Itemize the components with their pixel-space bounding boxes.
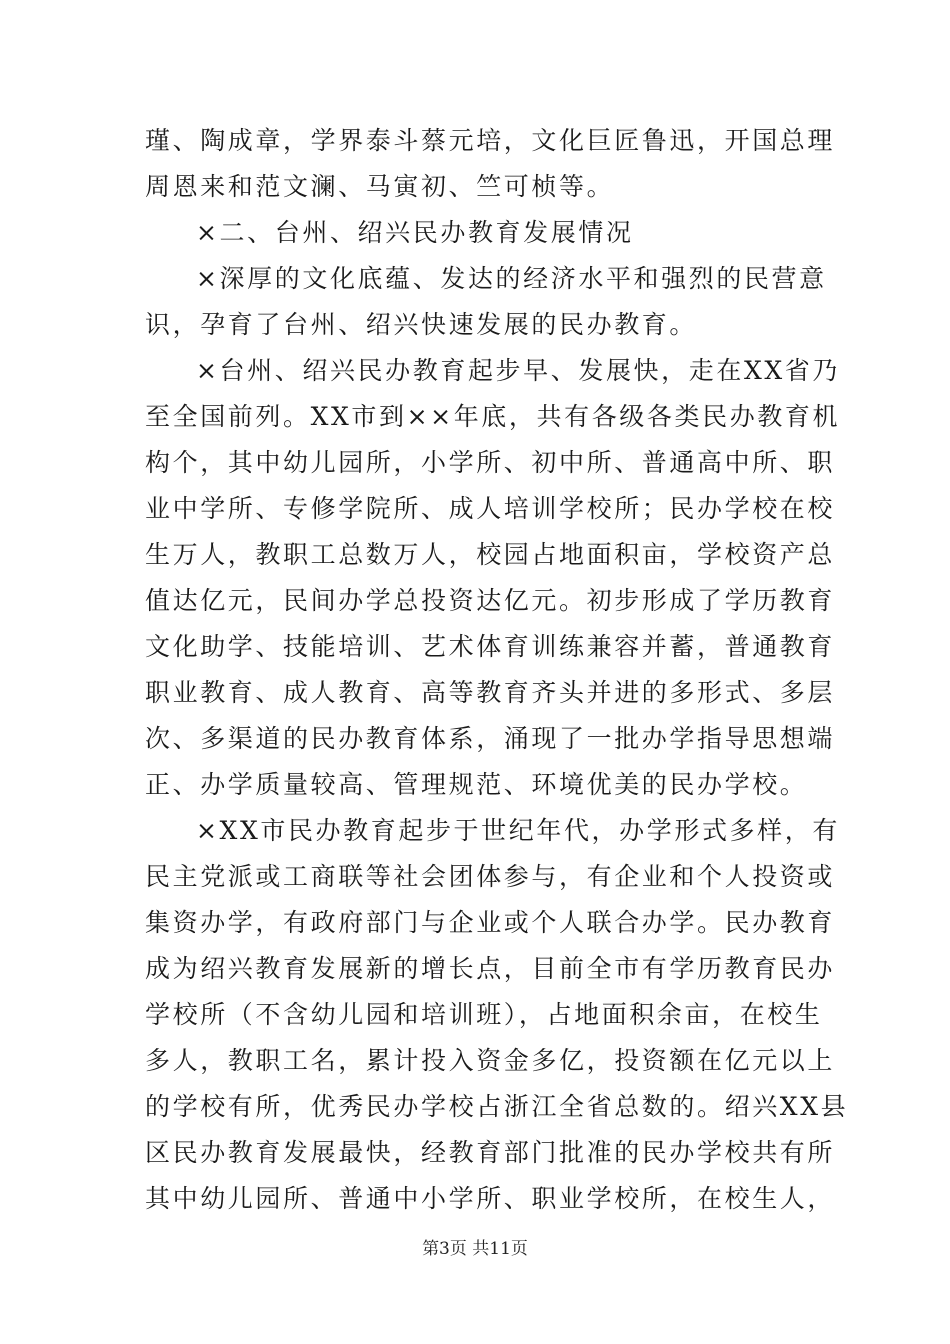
text-line: 识，孕育了台州、绍兴快速发展的民办教育。 xyxy=(145,310,698,339)
text-line: 成为绍兴教育发展新的增长点，目前全市有学历教育民办 xyxy=(145,954,836,983)
text-line: 次、多渠道的民办教育体系，涌现了一批办学指导思想端 xyxy=(145,724,836,753)
text-line: 学校所（不含幼儿园和培训班），占地面积余亩，在校生 xyxy=(145,1000,823,1029)
text-line: ×台州、绍兴民办教育起步早、发展快，走在XX省乃 xyxy=(196,356,840,385)
text-line: 的学校有所，优秀民办学校占浙江全省总数的。绍兴XX县 xyxy=(145,1092,849,1121)
text-line: 其中幼儿园所、普通中小学所、职业学校所，在校生人， xyxy=(145,1184,836,1213)
text-line: 正、办学质量较高、管理规范、环境优美的民办学校。 xyxy=(145,770,808,799)
text-line: 区民办教育发展最快，经教育部门批准的民办学校共有所 xyxy=(145,1138,836,1167)
text-line: 瑾、陶成章，学界泰斗蔡元培，文化巨匠鲁迅，开国总理 xyxy=(145,126,836,155)
text-line: 生万人，教职工总数万人，校园占地面积亩，学校资产总 xyxy=(145,540,836,569)
text-line: ×深厚的文化底蕴、发达的经济水平和强烈的民营意 xyxy=(196,264,827,293)
text-line: 职业教育、成人教育、高等教育齐头并进的多形式、多层 xyxy=(145,678,836,707)
text-line: 至全国前列。XX市到××年底，共有各级各类民办教育机 xyxy=(145,402,841,431)
text-line: 值达亿元，民间办学总投资达亿元。初步形成了学历教育 xyxy=(145,586,836,615)
text-line: 周恩来和范文澜、马寅初、竺可桢等。 xyxy=(145,172,615,201)
section-heading: ×二、台州、绍兴民办教育发展情况 xyxy=(196,218,634,247)
text-line: 集资办学，有政府部门与企业或个人联合办学。民办教育 xyxy=(145,908,836,937)
text-line: 民主党派或工商联等社会团体参与，有企业和个人投资或 xyxy=(145,862,836,891)
text-line: 业中学所、专修学院所、成人培训学校所；民办学校在校 xyxy=(145,494,836,523)
text-line: ×XX市民办教育起步于世纪年代，办学形式多样，有 xyxy=(196,816,840,845)
text-line: 文化助学、技能培训、艺术体育训练兼容并蓄，普通教育 xyxy=(145,632,836,661)
page-number-footer: 第3页 共11页 xyxy=(422,1239,528,1259)
text-line: 构个，其中幼儿园所，小学所、初中所、普通高中所、职 xyxy=(145,448,836,477)
text-line: 多人，教职工名，累计投入资金多亿，投资额在亿元以上 xyxy=(145,1046,836,1075)
